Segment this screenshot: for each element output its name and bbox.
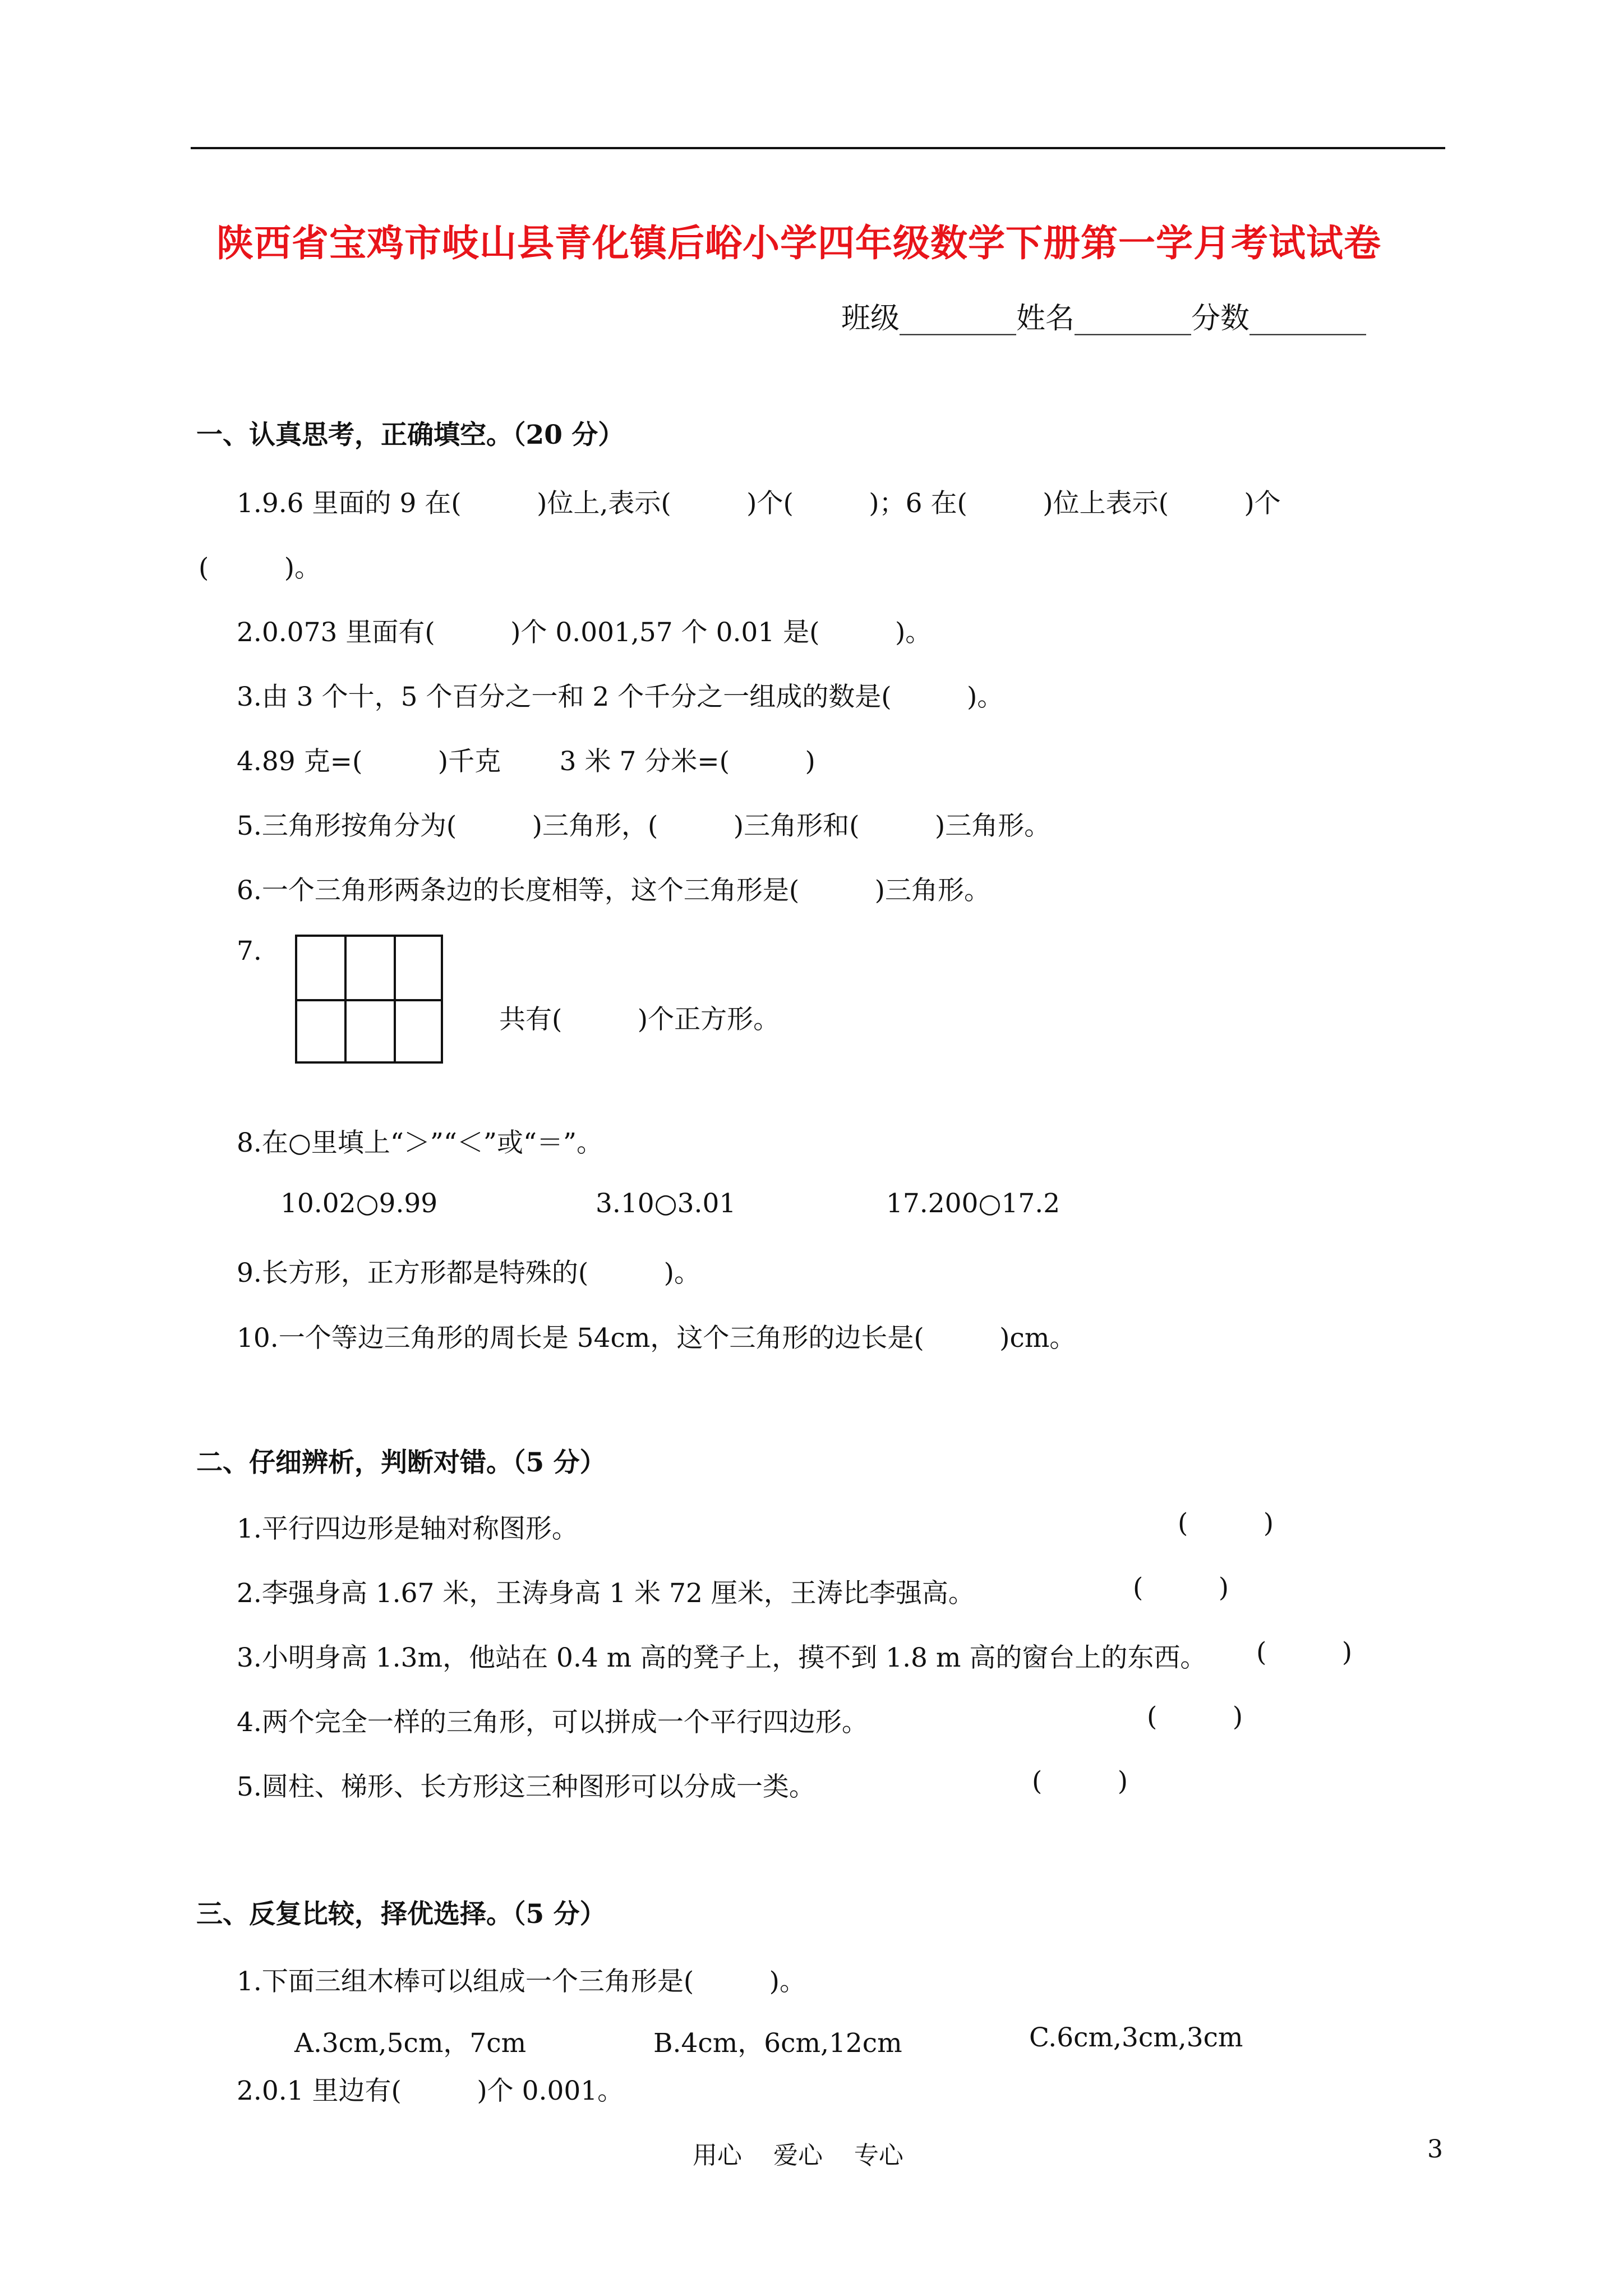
grid-cell [394,935,443,1001]
grid-cell [295,935,347,1001]
section-3-title: 三、反复比较，择优选择。（5 分） [196,1899,606,1930]
judgment-blank: ( ) [1032,1766,1128,1797]
judgment-blank: ( ) [1178,1508,1274,1539]
student-info-line: 班级________姓名________分数________ [841,302,1367,335]
question-1-1-line1: 1.9.6 里面的 9 在( )位上,表示( )个( )；6 在( )位上表示( )个 [237,488,1281,519]
question-1-10: 10.一个等边三角形的周长是 54cm，这个三角形的边长是( )cm。 [237,1323,1076,1354]
footer-motto: 用心 爱心 专心 [693,2141,903,2170]
page-number: 3 [1427,2135,1443,2164]
judgment-blank: ( ) [1147,1701,1243,1732]
question-1-6: 6.一个三角形两条边的长度相等，这个三角形是( )三角形。 [237,875,990,906]
question-1-3: 3.由 3 个十，5 个百分之一和 2 个千分之一组成的数是( )。 [237,682,1004,712]
judgment-item: 1.平行四边形是轴对称图形。 [237,1513,578,1544]
judgment-blank: ( ) [1256,1637,1353,1668]
judgment-item: 4.两个完全一样的三角形，可以拼成一个平行四边形。 [237,1707,868,1738]
section-1-title: 一、认真思考，正确填空。（20 分） [196,420,625,450]
question-1-7-label: 7. [237,936,262,967]
comparison-item: 17.200○17.2 [886,1188,1061,1219]
section-2-title: 二、仔细辨析，判断对错。（5 分） [196,1447,606,1478]
grid-cell [295,999,347,1064]
question-3-2: 2.0.1 里边有( )个 0.001。 [237,2076,624,2106]
square-grid-figure [295,935,443,1064]
grid-cell [394,999,443,1064]
option-b: B.4cm，6cm,12cm [653,2028,902,2059]
grid-cell [344,999,396,1064]
page-title: 陕西省宝鸡市岐山县青化镇后峪小学四年级数学下册第一学月考试试卷 [216,221,1381,265]
question-1-7-text: 共有( )个正方形。 [499,1004,780,1035]
judgment-blank: ( ) [1133,1572,1229,1603]
question-1-8: 8.在○里填上“＞”“＜”或“＝”。 [237,1128,603,1158]
comparison-item: 3.10○3.01 [596,1188,736,1219]
judgment-item: 3.小明身高 1.3m，他站在 0.4 m 高的凳子上，摸不到 1.8 m 高的窗台上的东西。 [237,1642,1207,1673]
option-a: A.3cm,5cm，7cm [294,2028,527,2059]
grid-cell [344,935,396,1001]
judgment-item: 2.李强身高 1.67 米，王涛身高 1 米 72 厘米，王涛比李强高。 [237,1578,975,1609]
question-1-9: 9.长方形，正方形都是特殊的( )。 [237,1258,700,1289]
question-3-1: 1.下面三组木棒可以组成一个三角形是( )。 [237,1966,806,1997]
judgment-item: 5.圆柱、梯形、长方形这三种图形可以分成一类。 [237,1772,815,1802]
question-1-1-line2: ( )。 [199,553,321,583]
comparison-item: 10.02○9.99 [280,1188,438,1219]
option-c: C.6cm,3cm,3cm [1029,2022,1243,2053]
question-1-5: 5.三角形按角分为( )三角形，( )三角形和( )三角形。 [237,811,1051,841]
question-1-4: 4.89 克=( )千克 3 米 7 分米=( ) [237,746,815,777]
question-1-2: 2.0.073 里面有( )个 0.001,57 个 0.01 是( )。 [237,617,932,648]
header-rule [191,147,1445,149]
